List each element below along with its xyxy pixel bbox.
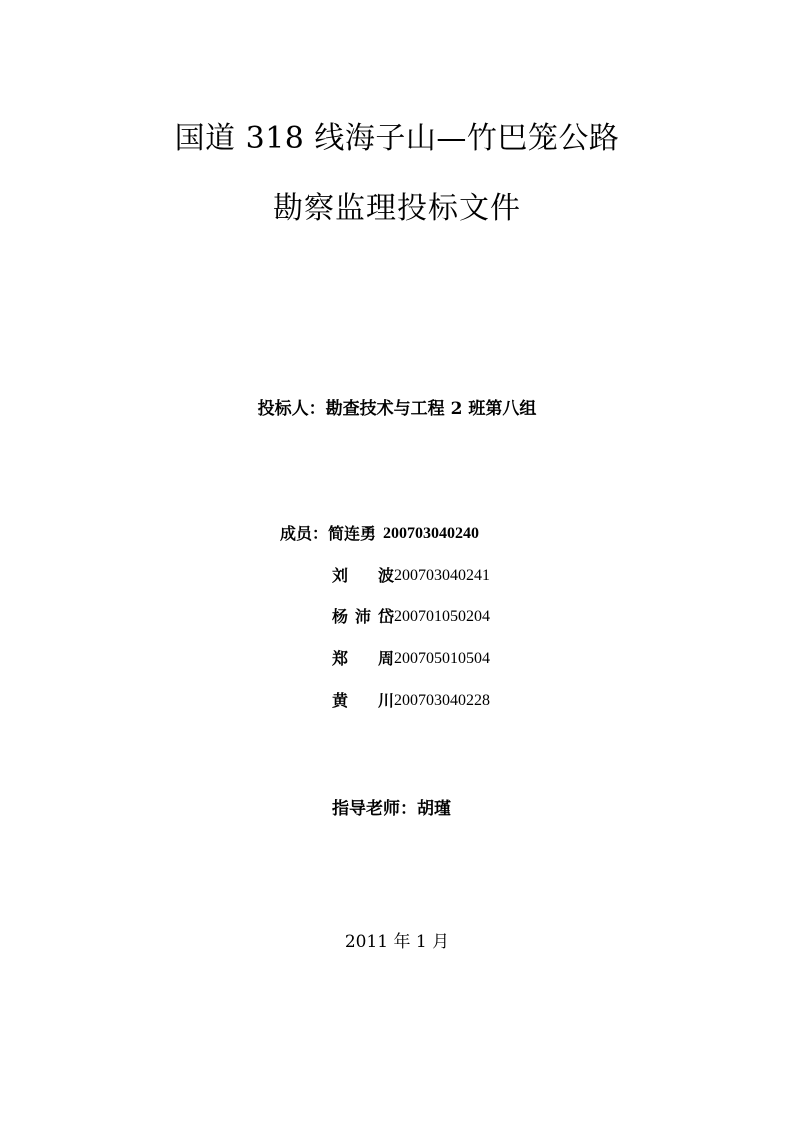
document-date: 2011 年 1 月 [344, 932, 450, 952]
member-name-4: 黄 川 [332, 691, 394, 710]
member-id-4: 200703040228 [394, 692, 490, 709]
members-label [280, 522, 479, 546]
member-name-3: 郑 周 [332, 649, 394, 668]
member-row-2 [332, 605, 490, 629]
member-id-3: 200705010504 [394, 650, 490, 667]
members-label-text: 成员： [280, 524, 329, 543]
member-name-0: 简连勇 [328, 524, 377, 543]
member-row-3 [332, 647, 490, 671]
document-title-line-1: 国道 318 线海子山—竹巴笼公路 [174, 121, 620, 156]
member-id-0: 200703040240 [383, 525, 480, 542]
member-name-1: 刘 波 [332, 566, 394, 585]
bidder-line: 投标人：勘查技术与工程 2 班第八组 [257, 399, 537, 419]
advisor-line: 指导老师：胡瑾 [332, 799, 451, 819]
member-name-2: 杨沛岱 [332, 607, 394, 626]
member-id-2: 200701050204 [394, 608, 490, 625]
document-title-line-2: 勘察监理投标文件 [273, 191, 521, 226]
member-id-1: 200703040241 [394, 567, 490, 584]
member-row-4 [332, 689, 490, 713]
member-row-1 [332, 564, 490, 588]
